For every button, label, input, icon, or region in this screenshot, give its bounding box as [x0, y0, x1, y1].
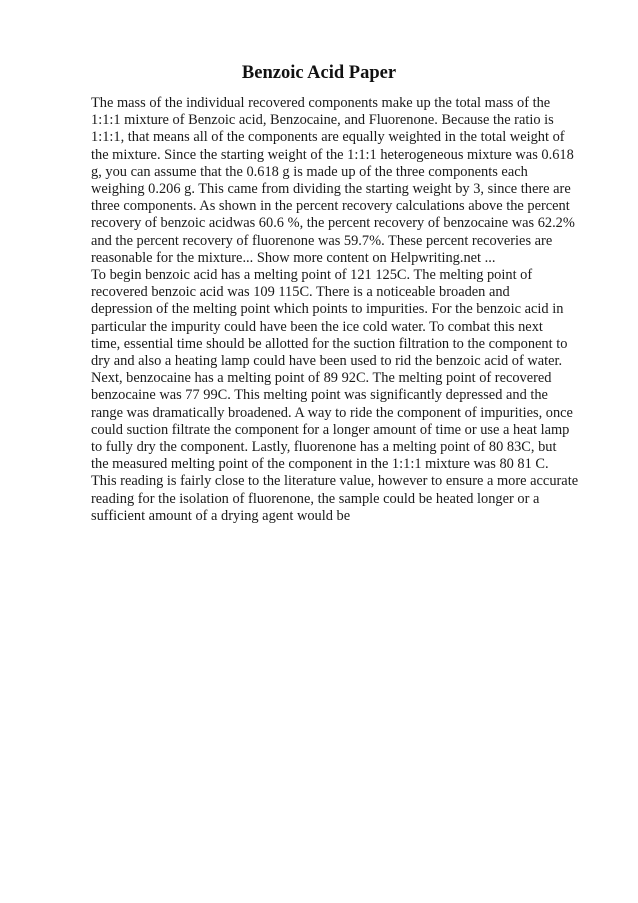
body-line-6: weighing 0.206 g. This came from dividing the starting weight by 3, since there are	[91, 181, 571, 198]
body-line-18: benzocaine was 77 99C. This melting point was significantly depressed and the	[91, 387, 548, 404]
body-line-15: time, essential time should be allotted for the suction filtration to the component to	[91, 335, 568, 352]
body-line-17: Next, benzocaine has a melting point of 89 92C. The melting point of recovered	[91, 370, 552, 387]
body-line-4: the mixture. Since the starting weight of the 1:1:1 heterogeneous mixture was 0.618	[91, 146, 574, 163]
body-line-22: the measured melting point of the component in the 1:1:1 mixture was 80 81 C.	[91, 456, 549, 473]
body-line-24: reading for the isolation of fluorenone, the sample could be heated longer or a	[91, 490, 540, 507]
body-line-2: 1:1:1 mixture of Benzoic acid, Benzocaine, and Fluorenone. Because the ratio is	[91, 112, 554, 129]
document-body	[91, 95, 591, 525]
body-line-14: particular the impurity could have been the ice cold water. To combat this next	[91, 318, 543, 335]
body-line-12: recovered benzoic acid was 109 115C. There is a noticeable broaden and	[91, 284, 510, 301]
body-line-8: recovery of benzoic acidwas 60.6 %, the percent recovery of benzocaine was 62.2%	[91, 215, 575, 232]
body-line-20: could suction filtrate the component for a longer amount of time or use a heat lamp	[91, 421, 570, 438]
body-line-1: The mass of the individual recovered components make up the total mass of the	[91, 95, 551, 111]
body-line-16: dry and also a heating lamp could have been used to rid the benzoic acid of water.	[91, 353, 563, 370]
body-line-5: g, you can assume that the 0.618 g is made up of the three components each	[91, 163, 528, 180]
body-line-21: to fully dry the component. Lastly, fluorenone has a melting point of 80 83C, but	[91, 439, 557, 456]
body-line-25: sufficient amount of a drying agent would be	[91, 507, 351, 524]
body-line-7: three components. As shown in the percent recovery calculations above the percent	[91, 198, 570, 215]
body-line-10: reasonable for the mixture... Show more content on Helpwriting.net ...	[91, 249, 496, 266]
body-line-9: and the percent recovery of fluorenone was 59.7%. These percent recoveries are	[91, 232, 553, 249]
page-title: Benzoic Acid Paper	[241, 63, 397, 83]
body-line-23: This reading is fairly close to the literature value, however to ensure a more accurate	[91, 473, 579, 490]
body-line-19: range was dramatically broadened. A way to ride the component of impurities, once	[91, 404, 573, 421]
body-line-13: depression of the melting point which points to impurities. For the benzoic acid in	[91, 301, 564, 318]
body-line-11: To begin benzoic acid has a melting point of 121 125C. The melting point of	[91, 267, 533, 284]
body-line-3: 1:1:1, that means all of the components are equally weighted in the total weight of	[91, 129, 565, 146]
